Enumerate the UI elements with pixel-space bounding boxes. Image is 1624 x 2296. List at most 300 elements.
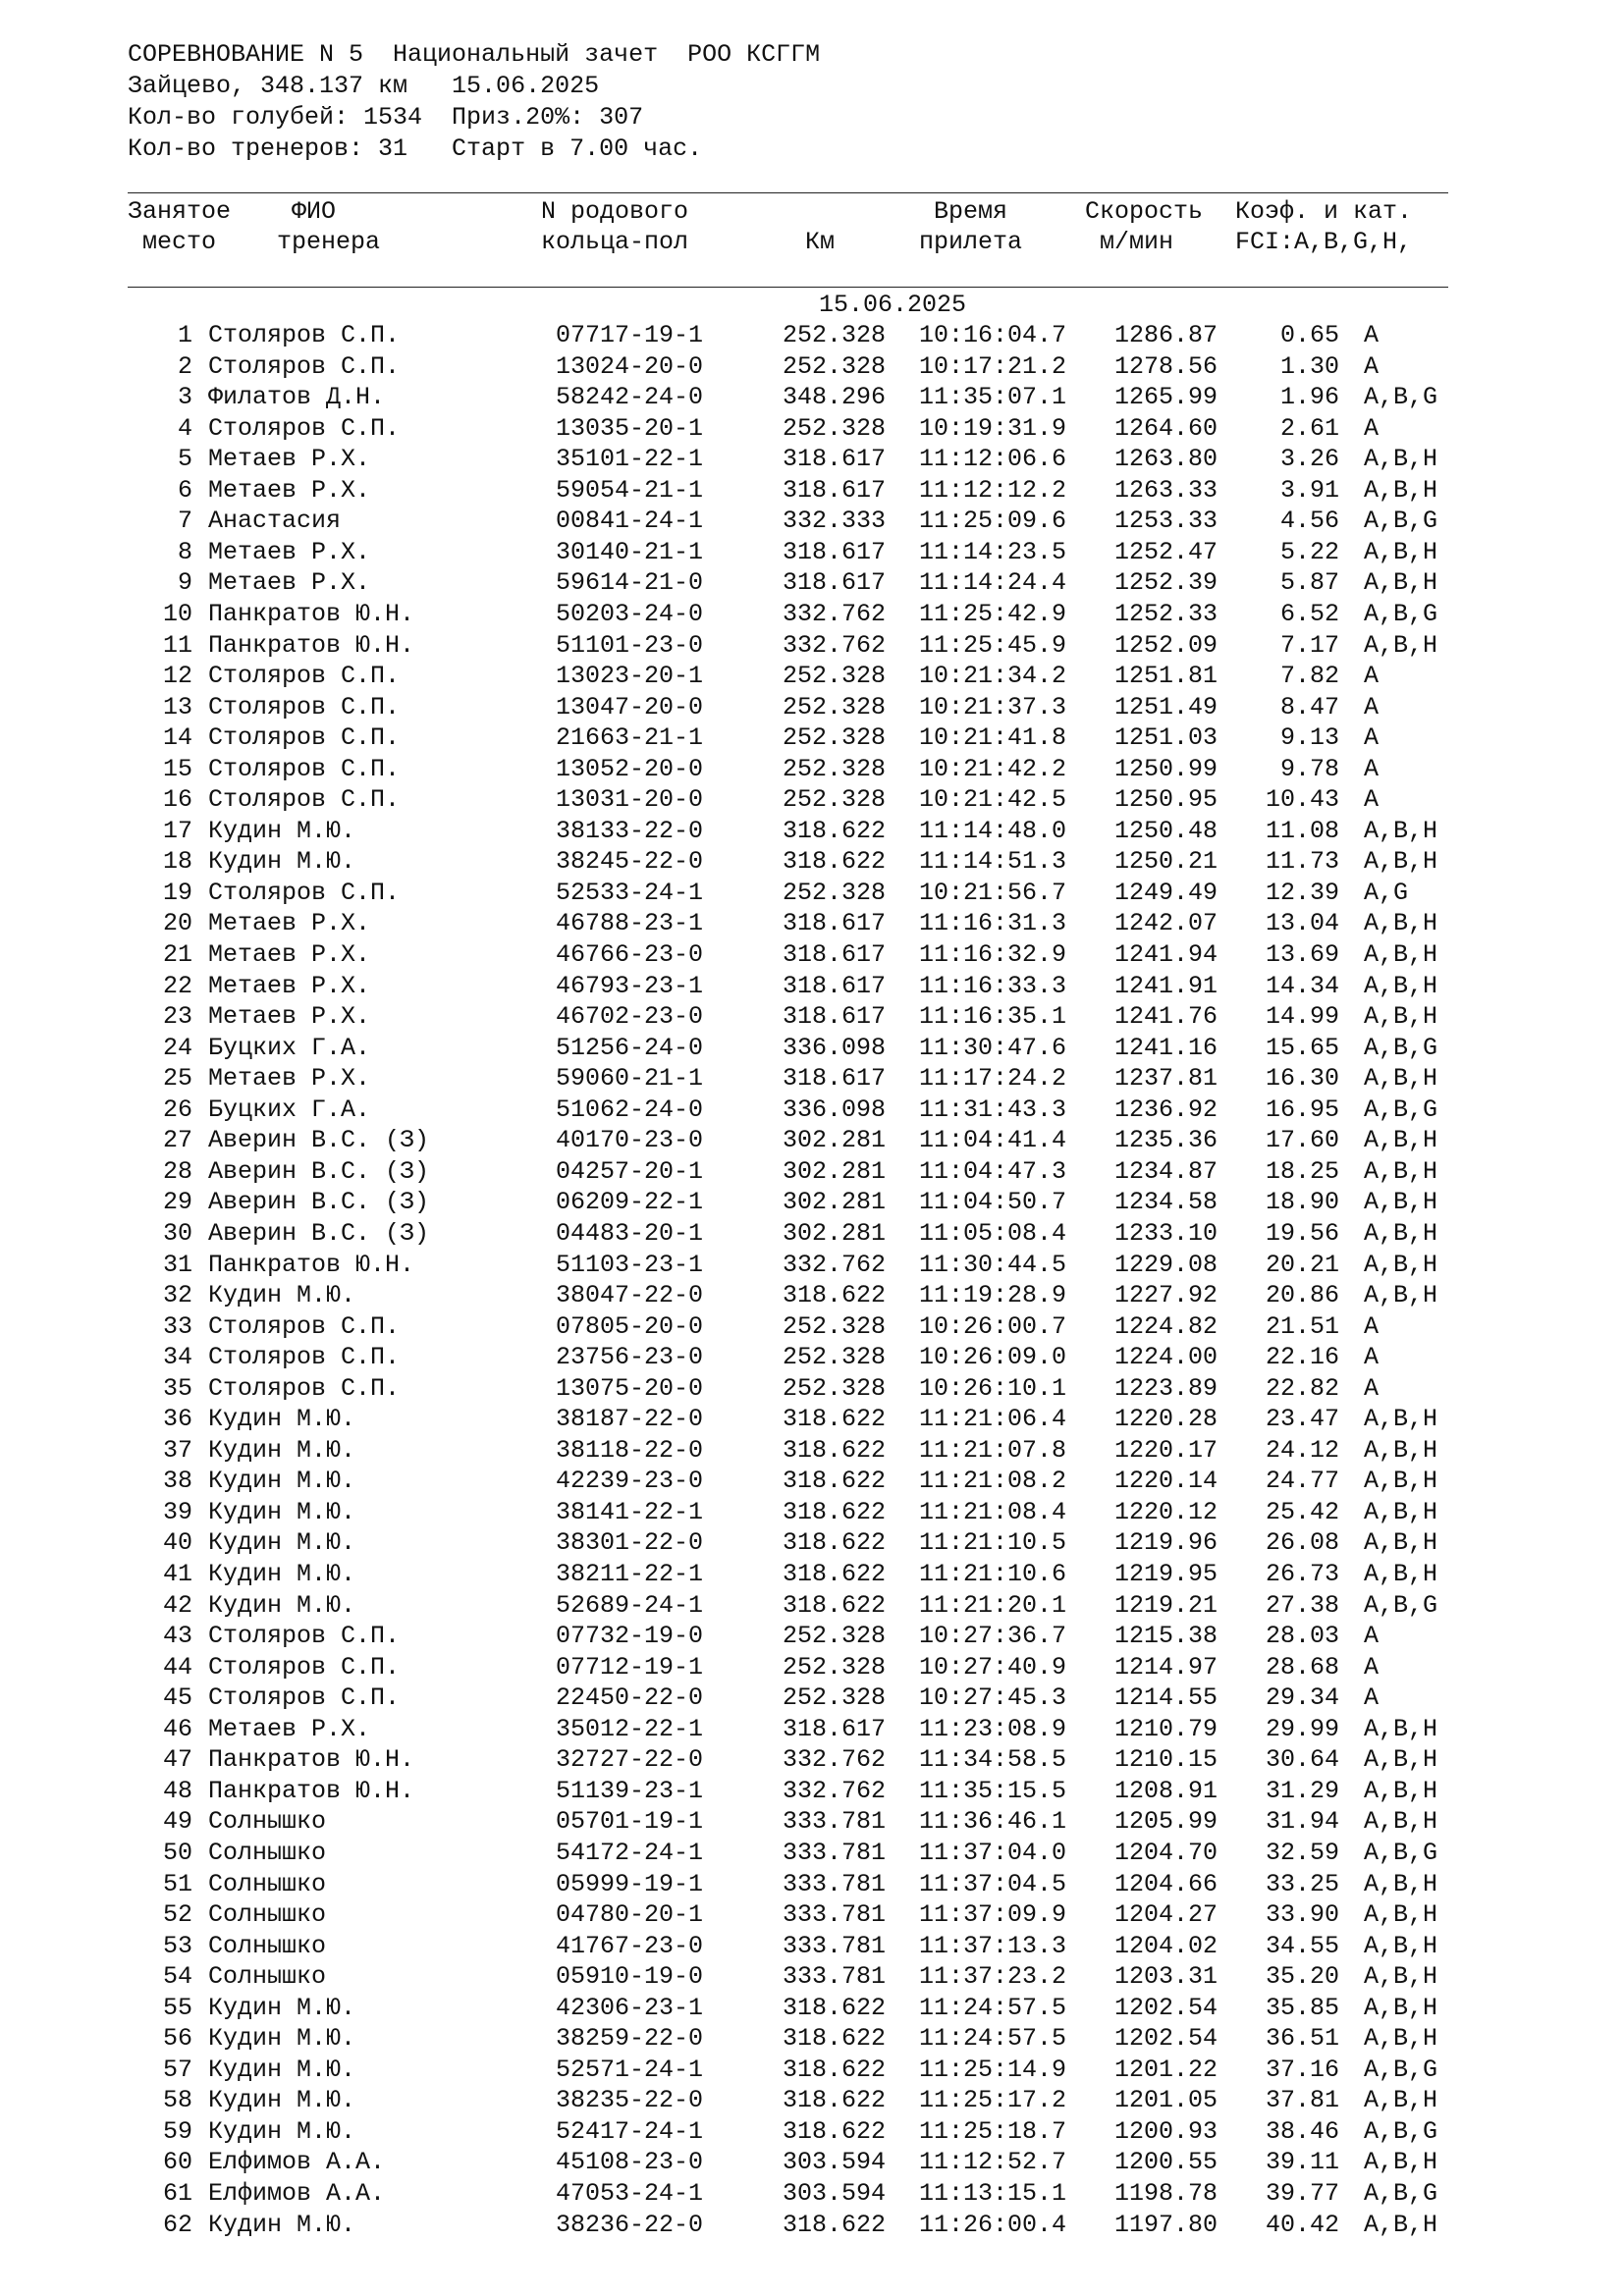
cell-arrival-time: 11:17:24.2: [919, 1064, 1067, 1094]
cell-place: 12: [162, 662, 192, 691]
cell-trainer: Филатов Д.Н.: [208, 383, 386, 412]
cell-speed: 1219.95: [1114, 1560, 1218, 1588]
cell-category: A,B,H: [1364, 475, 1438, 505]
col-place-label-2: место: [142, 228, 217, 256]
cell-ring: 38301-22-0: [556, 1528, 704, 1558]
cell-ring: 13075-20-0: [556, 1373, 704, 1403]
col-speed-label-1: Скорость: [1085, 197, 1204, 226]
cell-ring: 04257-20-1: [556, 1156, 704, 1186]
cell-trainer: Столяров С.П.: [208, 413, 401, 443]
table-row: [0, 1187, 1624, 1218]
cell-trainer: Столяров С.П.: [208, 1652, 401, 1682]
cell-place: 10: [162, 599, 192, 628]
cell-trainer: Елфимов А.А.: [208, 2148, 386, 2177]
cell-speed: 1214.97: [1114, 1652, 1218, 1682]
cell-place: 41: [162, 1560, 192, 1588]
cell-coefficient: 12.39: [1265, 878, 1339, 907]
cell-speed: 1200.55: [1114, 2148, 1218, 2177]
cell-coefficient: 14.99: [1265, 1002, 1339, 1032]
cell-category: A,B,H: [1364, 1188, 1438, 1217]
cell-trainer: Солнышко: [208, 1900, 327, 1930]
cell-speed: 1264.60: [1114, 413, 1218, 443]
cell-speed: 1251.81: [1114, 662, 1218, 691]
cell-category: A,B,G: [1364, 2179, 1438, 2208]
cell-arrival-time: 11:37:04.5: [919, 1869, 1067, 1898]
cell-arrival-time: 11:12:06.6: [919, 445, 1067, 474]
cell-km: 332.333: [783, 507, 887, 536]
cell-place: 45: [162, 1683, 192, 1713]
cell-km: 318.622: [783, 1560, 887, 1588]
cell-place: 34: [162, 1343, 192, 1372]
cell-category: A,B,H: [1364, 1467, 1438, 1496]
cell-coefficient: 30.64: [1265, 1745, 1339, 1775]
cell-coefficient: 26.73: [1265, 1560, 1339, 1588]
cell-ring: 45108-23-0: [556, 2148, 704, 2177]
top-divider: [128, 192, 1448, 193]
cell-category: A: [1364, 321, 1380, 349]
cell-speed: 1252.47: [1114, 537, 1218, 566]
table-row: [0, 506, 1624, 537]
cell-category: A,B,H: [1364, 630, 1438, 660]
cell-coefficient: 40.42: [1265, 2210, 1339, 2239]
cell-arrival-time: 11:05:08.4: [919, 1218, 1067, 1248]
cell-arrival-time: 10:27:45.3: [919, 1683, 1067, 1713]
table-row: [0, 1001, 1624, 1033]
cell-km: 318.622: [783, 2086, 887, 2115]
cell-coefficient: 23.47: [1265, 1405, 1339, 1434]
cell-trainer: Метаев Р.Х.: [208, 1064, 371, 1094]
cell-ring: 38141-22-1: [556, 1497, 704, 1526]
cell-arrival-time: 11:37:04.0: [919, 1838, 1067, 1867]
cell-coefficient: 22.82: [1265, 1373, 1339, 1403]
cell-trainer: Столяров С.П.: [208, 662, 401, 691]
cell-speed: 1233.10: [1114, 1218, 1218, 1248]
cell-place: 30: [162, 1218, 192, 1248]
cell-place: 54: [162, 1962, 192, 1992]
cell-place: 26: [162, 1095, 192, 1124]
cell-coefficient: 2.61: [1279, 413, 1339, 443]
col-ring-label-1: N родового: [541, 197, 689, 226]
table-row: [0, 2210, 1624, 2241]
cell-km: 336.098: [783, 1033, 887, 1062]
cell-place: 46: [162, 1714, 192, 1743]
cell-coefficient: 16.30: [1265, 1064, 1339, 1094]
cell-trainer: Буцких Г.А.: [208, 1095, 371, 1124]
cell-ring: 06209-22-1: [556, 1188, 704, 1217]
table-row: [0, 1342, 1624, 1373]
cell-coefficient: 29.99: [1265, 1714, 1339, 1743]
cell-km: 348.296: [783, 383, 887, 412]
cell-place: 58: [162, 2086, 192, 2115]
cell-coefficient: 28.68: [1265, 1652, 1339, 1682]
cell-ring: 46766-23-0: [556, 940, 704, 969]
cell-trainer: Столяров С.П.: [208, 878, 401, 907]
cell-place: 52: [162, 1900, 192, 1930]
cell-ring: 51256-24-0: [556, 1033, 704, 1062]
cell-ring: 40170-23-0: [556, 1126, 704, 1155]
cell-category: A,B,H: [1364, 1869, 1438, 1898]
cell-place: 29: [162, 1188, 192, 1217]
cell-ring: 13024-20-0: [556, 351, 704, 381]
cell-trainer: Панкратов Ю.Н.: [208, 630, 415, 660]
cell-category: A: [1364, 1683, 1380, 1713]
cell-km: 333.781: [783, 1962, 887, 1992]
table-row: [0, 1838, 1624, 1869]
cell-arrival-time: 11:25:17.2: [919, 2086, 1067, 2115]
cell-arrival-time: 11:25:14.9: [919, 2055, 1067, 2084]
cell-place: 19: [162, 878, 192, 907]
cell-trainer: Кудин М.Ю.: [208, 816, 356, 845]
cell-km: 318.622: [783, 1497, 887, 1526]
table-row: [0, 2055, 1624, 2086]
cell-coefficient: 38.46: [1265, 2116, 1339, 2146]
cell-speed: 1241.76: [1114, 1002, 1218, 1032]
cell-coefficient: 34.55: [1265, 1931, 1339, 1960]
cell-km: 333.781: [783, 1931, 887, 1960]
cell-km: 318.622: [783, 1993, 887, 2022]
cell-coefficient: 19.56: [1265, 1218, 1339, 1248]
cell-trainer: Кудин М.Ю.: [208, 2116, 356, 2146]
table-row: [0, 1280, 1624, 1311]
cell-coefficient: 35.85: [1265, 1993, 1339, 2022]
cell-arrival-time: 11:21:08.4: [919, 1497, 1067, 1526]
cell-category: A,B,H: [1364, 1900, 1438, 1930]
cell-ring: 46702-23-0: [556, 1002, 704, 1032]
cell-speed: 1220.28: [1114, 1405, 1218, 1434]
cell-ring: 59614-21-0: [556, 568, 704, 598]
table-row: [0, 722, 1624, 754]
cell-trainer: Метаев Р.Х.: [208, 445, 371, 474]
cell-arrival-time: 11:21:10.5: [919, 1528, 1067, 1558]
cell-speed: 1229.08: [1114, 1250, 1218, 1279]
cell-category: A,B,G: [1364, 507, 1438, 536]
cell-category: A,B,H: [1364, 1776, 1438, 1805]
cell-coefficient: 11.73: [1265, 847, 1339, 877]
table-row: [0, 2178, 1624, 2210]
table-row: [0, 320, 1624, 351]
cell-km: 318.622: [783, 1405, 887, 1434]
cell-category: A: [1364, 351, 1380, 381]
cell-coefficient: 39.77: [1265, 2179, 1339, 2208]
cell-coefficient: 1.96: [1279, 383, 1339, 412]
cell-ring: 13047-20-0: [556, 692, 704, 721]
cell-category: A,B,G: [1364, 1095, 1438, 1124]
cell-km: 332.762: [783, 1250, 887, 1279]
cell-category: A,B,H: [1364, 1560, 1438, 1588]
cell-speed: 1250.48: [1114, 816, 1218, 845]
cell-speed: 1220.12: [1114, 1497, 1218, 1526]
cell-km: 318.622: [783, 1590, 887, 1620]
cell-km: 333.781: [783, 1900, 887, 1930]
table-row: [0, 351, 1624, 383]
cell-place: 16: [162, 785, 192, 815]
cell-place: 7: [177, 507, 192, 536]
cell-coefficient: 0.65: [1279, 321, 1339, 349]
cell-speed: 1242.07: [1114, 909, 1218, 938]
cell-ring: 38118-22-0: [556, 1435, 704, 1465]
table-row: [0, 1497, 1624, 1528]
cell-km: 318.617: [783, 1002, 887, 1032]
cell-speed: 1252.33: [1114, 599, 1218, 628]
cell-place: 47: [162, 1745, 192, 1775]
cell-coefficient: 11.08: [1265, 816, 1339, 845]
cell-coefficient: 37.81: [1265, 2086, 1339, 2115]
cell-coefficient: 5.22: [1279, 537, 1339, 566]
cell-speed: 1198.78: [1114, 2179, 1218, 2208]
cell-arrival-time: 11:21:06.4: [919, 1405, 1067, 1434]
cell-speed: 1286.87: [1114, 321, 1218, 349]
cell-ring: 52533-24-1: [556, 878, 704, 907]
cell-arrival-time: 10:26:00.7: [919, 1311, 1067, 1341]
table-row: [0, 2085, 1624, 2116]
table-row: [0, 2116, 1624, 2148]
cell-coefficient: 24.77: [1265, 1467, 1339, 1496]
cell-category: A,B,H: [1364, 2210, 1438, 2239]
col-coef-label-2: FCI:A,B,G,H,: [1235, 228, 1413, 256]
cell-trainer: Кудин М.Ю.: [208, 1560, 356, 1588]
cell-place: 17: [162, 816, 192, 845]
cell-speed: 1251.03: [1114, 723, 1218, 753]
cell-km: 252.328: [783, 413, 887, 443]
cell-ring: 46793-23-1: [556, 971, 704, 1000]
cell-km: 252.328: [783, 785, 887, 815]
cell-ring: 50203-24-0: [556, 599, 704, 628]
cell-place: 27: [162, 1126, 192, 1155]
cell-category: A,B,H: [1364, 1218, 1438, 1248]
date-row-label: 15.06.2025: [819, 291, 967, 319]
cell-trainer: Метаев Р.Х.: [208, 537, 371, 566]
table-row: [0, 1682, 1624, 1714]
cell-arrival-time: 11:14:24.4: [919, 568, 1067, 598]
table-row: [0, 846, 1624, 878]
table-row: [0, 971, 1624, 1002]
cell-coefficient: 6.52: [1279, 599, 1339, 628]
cell-ring: 00841-24-1: [556, 507, 704, 536]
cell-coefficient: 25.42: [1265, 1497, 1339, 1526]
cell-coefficient: 26.08: [1265, 1528, 1339, 1558]
table-row: [0, 630, 1624, 662]
cell-speed: 1235.36: [1114, 1126, 1218, 1155]
table-row: [0, 475, 1624, 507]
cell-place: 48: [162, 1776, 192, 1805]
cell-arrival-time: 11:25:42.9: [919, 599, 1067, 628]
cell-place: 25: [162, 1064, 192, 1094]
cell-place: 43: [162, 1622, 192, 1651]
cell-ring: 38236-22-0: [556, 2210, 704, 2239]
cell-trainer: Столяров С.П.: [208, 1622, 401, 1651]
cell-category: A,B,H: [1364, 816, 1438, 845]
cell-place: 28: [162, 1156, 192, 1186]
cell-place: 53: [162, 1931, 192, 1960]
cell-speed: 1263.80: [1114, 445, 1218, 474]
cell-km: 252.328: [783, 1622, 887, 1651]
cell-trainer: Буцких Г.А.: [208, 1033, 371, 1062]
cell-coefficient: 14.34: [1265, 971, 1339, 1000]
cell-arrival-time: 11:19:28.9: [919, 1281, 1067, 1310]
cell-speed: 1250.21: [1114, 847, 1218, 877]
cell-speed: 1220.14: [1114, 1467, 1218, 1496]
table-row: [0, 1559, 1624, 1590]
cell-coefficient: 7.17: [1279, 630, 1339, 660]
cell-arrival-time: 11:35:15.5: [919, 1776, 1067, 1805]
cell-arrival-time: 11:13:15.1: [919, 2179, 1067, 2208]
cell-ring: 05999-19-1: [556, 1869, 704, 1898]
cell-coefficient: 17.60: [1265, 1126, 1339, 1155]
cell-coefficient: 13.04: [1265, 909, 1339, 938]
cell-km: 303.594: [783, 2179, 887, 2208]
cell-arrival-time: 11:34:58.5: [919, 1745, 1067, 1775]
cell-category: A,B,H: [1364, 1962, 1438, 1992]
cell-place: 5: [177, 445, 192, 474]
table-row: [0, 1404, 1624, 1435]
cell-km: 318.617: [783, 568, 887, 598]
cell-arrival-time: 10:21:42.5: [919, 785, 1067, 815]
cell-ring: 38133-22-0: [556, 816, 704, 845]
cell-ring: 52571-24-1: [556, 2055, 704, 2084]
cell-category: A,B,G: [1364, 2116, 1438, 2146]
cell-place: 6: [177, 475, 192, 505]
cell-ring: 42306-23-1: [556, 1993, 704, 2022]
cell-ring: 46788-23-1: [556, 909, 704, 938]
cell-trainer: Столяров С.П.: [208, 1683, 401, 1713]
cell-category: A: [1364, 785, 1380, 815]
cell-category: A: [1364, 1343, 1380, 1372]
cell-category: A: [1364, 662, 1380, 691]
table-row: [0, 692, 1624, 723]
cell-arrival-time: 11:36:46.1: [919, 1807, 1067, 1837]
cell-place: 13: [162, 692, 192, 721]
cell-coefficient: 9.78: [1279, 754, 1339, 783]
cell-km: 302.281: [783, 1156, 887, 1186]
cell-speed: 1250.99: [1114, 754, 1218, 783]
cell-speed: 1224.82: [1114, 1311, 1218, 1341]
cell-coefficient: 15.65: [1265, 1033, 1339, 1062]
cell-ring: 58242-24-0: [556, 383, 704, 412]
cell-km: 318.622: [783, 1528, 887, 1558]
cell-speed: 1263.33: [1114, 475, 1218, 505]
cell-ring: 35012-22-1: [556, 1714, 704, 1743]
cell-arrival-time: 10:21:41.8: [919, 723, 1067, 753]
cell-category: A,G: [1364, 878, 1409, 907]
cell-arrival-time: 11:21:10.6: [919, 1560, 1067, 1588]
cell-trainer: Столяров С.П.: [208, 692, 401, 721]
cell-trainer: Солнышко: [208, 1838, 327, 1867]
cell-ring: 51103-23-1: [556, 1250, 704, 1279]
table-row: [0, 567, 1624, 599]
cell-ring: 13035-20-1: [556, 413, 704, 443]
cell-km: 252.328: [783, 878, 887, 907]
cell-place: 11: [162, 630, 192, 660]
cell-category: A,B,H: [1364, 909, 1438, 938]
cell-arrival-time: 10:21:42.2: [919, 754, 1067, 783]
cell-speed: 1202.54: [1114, 2024, 1218, 2054]
competition-title: СОРЕВНОВАНИЕ N 5 Национальный зачет РОО КСГГМ: [128, 40, 821, 69]
table-row: [0, 1125, 1624, 1156]
cell-trainer: Метаев Р.Х.: [208, 971, 371, 1000]
cell-trainer: Панкратов Ю.Н.: [208, 1776, 415, 1805]
cell-km: 318.617: [783, 909, 887, 938]
cell-trainer: Панкратов Ю.Н.: [208, 1250, 415, 1279]
table-row: [0, 1590, 1624, 1622]
table-row: [0, 1311, 1624, 1343]
cell-trainer: Аверин В.С. (З): [208, 1218, 430, 1248]
table-row: [0, 784, 1624, 816]
col-speed-label-2: м/мин: [1100, 228, 1174, 256]
cell-trainer: Метаев Р.Х.: [208, 475, 371, 505]
cell-speed: 1241.94: [1114, 940, 1218, 969]
cell-km: 252.328: [783, 1683, 887, 1713]
cell-trainer: Солнышко: [208, 1931, 327, 1960]
cell-category: A: [1364, 1622, 1380, 1651]
cell-coefficient: 9.13: [1279, 723, 1339, 753]
cell-coefficient: 31.29: [1265, 1776, 1339, 1805]
cell-km: 252.328: [783, 692, 887, 721]
cell-arrival-time: 11:23:08.9: [919, 1714, 1067, 1743]
cell-speed: 1265.99: [1114, 383, 1218, 412]
table-row: [0, 2147, 1624, 2178]
table-row: [0, 1931, 1624, 1962]
cell-trainer: Метаев Р.Х.: [208, 568, 371, 598]
cell-category: A,B,H: [1364, 568, 1438, 598]
cell-speed: 1252.09: [1114, 630, 1218, 660]
cell-speed: 1208.91: [1114, 1776, 1218, 1805]
cell-trainer: Кудин М.Ю.: [208, 1281, 356, 1310]
cell-trainer: Метаев Р.Х.: [208, 909, 371, 938]
cell-arrival-time: 11:37:13.3: [919, 1931, 1067, 1960]
table-row: [0, 754, 1624, 785]
cell-place: 31: [162, 1250, 192, 1279]
cell-coefficient: 24.12: [1265, 1435, 1339, 1465]
cell-ring: 52689-24-1: [556, 1590, 704, 1620]
cell-km: 318.617: [783, 1714, 887, 1743]
col-km-label: Км: [805, 228, 836, 256]
table-row: [0, 1961, 1624, 1993]
table-row: [0, 1250, 1624, 1281]
cell-place: 50: [162, 1838, 192, 1867]
cell-arrival-time: 10:27:36.7: [919, 1622, 1067, 1651]
cell-category: A,B,H: [1364, 1931, 1438, 1960]
col-name-label-1: ФИО: [292, 197, 337, 226]
cell-category: A,B,H: [1364, 1497, 1438, 1526]
cell-ring: 07805-20-0: [556, 1311, 704, 1341]
cell-place: 36: [162, 1405, 192, 1434]
table-row: [0, 1156, 1624, 1188]
cell-ring: 35101-22-1: [556, 445, 704, 474]
cell-arrival-time: 11:14:48.0: [919, 816, 1067, 845]
cell-place: 22: [162, 971, 192, 1000]
col-place-label-1: Занятое: [128, 197, 232, 226]
cell-speed: 1227.92: [1114, 1281, 1218, 1310]
table-row: [0, 1652, 1624, 1683]
cell-trainer: Аверин В.С. (З): [208, 1188, 430, 1217]
cell-speed: 1204.66: [1114, 1869, 1218, 1898]
trainer-count: Кол-во тренеров: 31 Старт в 7.00 час.: [128, 134, 703, 163]
cell-trainer: Солнышко: [208, 1807, 327, 1837]
cell-trainer: Кудин М.Ю.: [208, 2024, 356, 2054]
cell-km: 302.281: [783, 1218, 887, 1248]
cell-arrival-time: 11:16:33.3: [919, 971, 1067, 1000]
cell-ring: 13031-20-0: [556, 785, 704, 815]
cell-arrival-time: 11:16:32.9: [919, 940, 1067, 969]
table-row: [0, 1806, 1624, 1838]
cell-trainer: Столяров С.П.: [208, 754, 401, 783]
cell-place: 9: [177, 568, 192, 598]
cell-arrival-time: 11:30:44.5: [919, 1250, 1067, 1279]
cell-km: 333.781: [783, 1838, 887, 1867]
cell-coefficient: 39.11: [1265, 2148, 1339, 2177]
cell-place: 51: [162, 1869, 192, 1898]
cell-place: 24: [162, 1033, 192, 1062]
